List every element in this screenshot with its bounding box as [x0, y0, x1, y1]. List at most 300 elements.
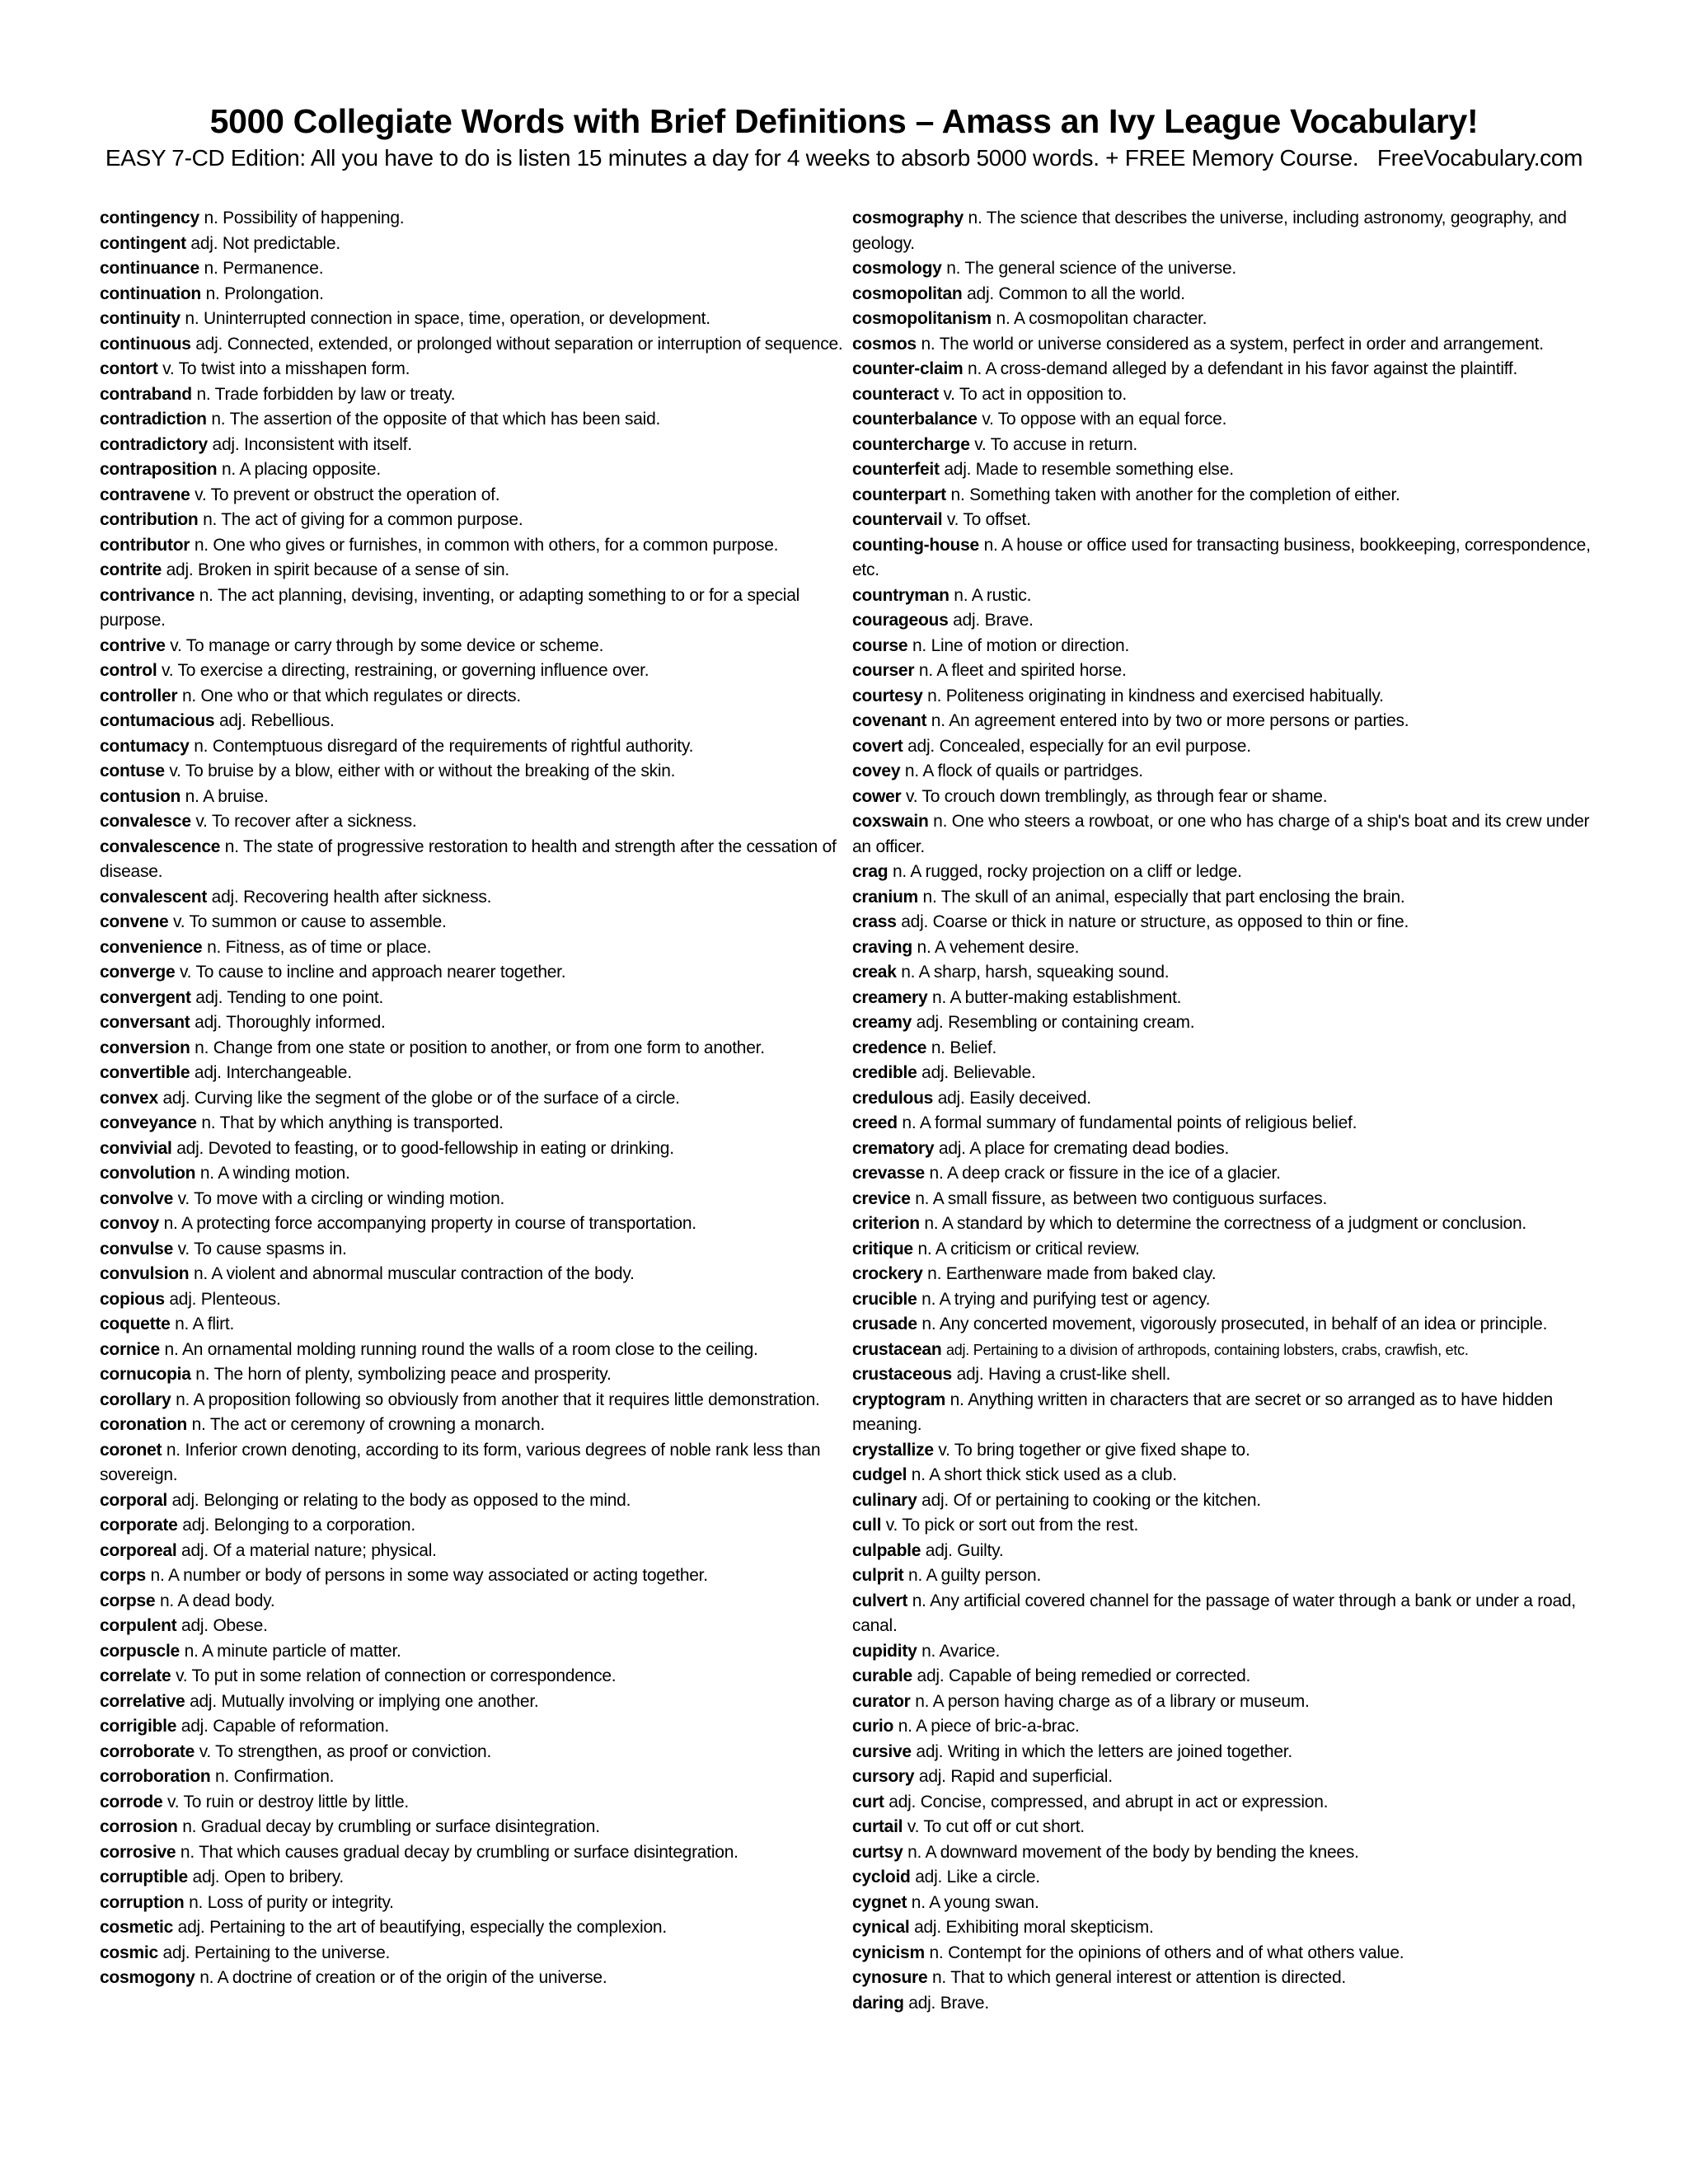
- word-entry: [852, 709, 1606, 734]
- entry-definition: adj. Recovering health after sickness.: [211, 887, 492, 907]
- entry-word: contributor: [100, 535, 190, 555]
- entry-word: convalescent: [100, 887, 208, 907]
- entry-word: criterion: [852, 1214, 920, 1233]
- entry-word: counter-claim: [852, 359, 964, 378]
- word-entry: [852, 1312, 1606, 1338]
- word-entry: [852, 910, 1606, 935]
- word-entry: [100, 1438, 850, 1488]
- entry-word: countervail: [852, 510, 943, 529]
- entry-definition: v. To act in opposition to.: [943, 384, 1127, 404]
- word-entry: [852, 1488, 1606, 1514]
- entry-definition: adj. Broken in spirit because of a sense of sin.: [166, 560, 510, 579]
- entry-definition: n. Avarice.: [921, 1641, 1001, 1661]
- entry-definition: n. A standard by which to determine the correctness of a judgment or conclusion.: [924, 1214, 1526, 1233]
- entry-definition: adj. Open to bribery.: [192, 1868, 344, 1886]
- entry-definition: n. A bruise.: [185, 786, 269, 806]
- entry-word: cosmic: [100, 1943, 158, 1962]
- entry-definition: n. A proposition following so obviously from another that it requires little demonstration.: [176, 1390, 820, 1409]
- entry-word: cosmopolitanism: [852, 309, 992, 328]
- entry-definition: n. A placing opposite.: [221, 460, 381, 479]
- entry-word: creak: [852, 963, 897, 982]
- entry-definition: n. A formal summary of fundamental points of religious belief.: [902, 1113, 1357, 1132]
- word-entry: [100, 1639, 850, 1665]
- word-entry: [100, 885, 850, 911]
- word-entry: [100, 1664, 850, 1690]
- word-entry: [100, 1790, 850, 1816]
- word-entry: [852, 1815, 1606, 1840]
- entry-word: coquette: [100, 1315, 171, 1333]
- entry-definition: adj. Obese.: [181, 1616, 268, 1635]
- word-entry: [100, 1161, 850, 1187]
- entry-word: convalescence: [100, 837, 221, 856]
- entry-word: cygnet: [852, 1892, 907, 1912]
- entry-word: convulse: [100, 1239, 174, 1258]
- entry-definition: n. One who or that which regulates or directs.: [181, 686, 521, 705]
- word-entry: [852, 483, 1606, 509]
- entry-word: convalesce: [100, 812, 191, 831]
- word-entry: [100, 1338, 850, 1363]
- entry-word: culinary: [852, 1490, 917, 1510]
- entry-word: daring: [852, 1993, 904, 2013]
- entry-word: crustaceous: [852, 1365, 952, 1384]
- word-entry: [100, 457, 850, 483]
- entry-word: cupidity: [852, 1641, 917, 1661]
- word-entry: [100, 1966, 850, 1991]
- entry-definition: v. To pick or sort out from the rest.: [885, 1516, 1139, 1535]
- entry-definition: adj. Thoroughly informed.: [195, 1013, 386, 1032]
- word-entry: [100, 332, 850, 358]
- site-link[interactable]: FreeVocabulary.com: [1376, 145, 1583, 171]
- word-entry: [100, 1036, 850, 1062]
- entry-word: crematory: [852, 1138, 935, 1158]
- entry-definition: n. A downward movement of the body by bending the knees.: [907, 1842, 1359, 1862]
- entry-word: corrosion: [100, 1817, 178, 1836]
- word-entry: [100, 935, 850, 961]
- entry-word: crustacean: [852, 1339, 942, 1359]
- word-entry: [100, 1010, 850, 1036]
- entry-definition: n. A piece of bric-a-brac.: [898, 1717, 1080, 1736]
- entry-word: cosmography: [852, 209, 964, 227]
- word-entry: [100, 1539, 850, 1564]
- word-entry: [852, 658, 1606, 684]
- entry-definition: n. A winding motion.: [199, 1164, 350, 1183]
- word-entry: [852, 508, 1606, 533]
- entry-definition: adj. Inconsistent with itself.: [212, 434, 412, 454]
- word-entry: [852, 1061, 1606, 1086]
- entry-definition: adj. Connected, extended, or prolonged without separation or interruption of sequence.: [195, 334, 843, 354]
- entry-definition: n. Loss of purity or integrity.: [189, 1892, 394, 1912]
- entry-definition: n. Trade forbidden by law or treaty.: [196, 384, 456, 404]
- entry-definition: n. The general science of the universe.: [946, 259, 1236, 278]
- word-entry: [100, 508, 850, 533]
- entry-word: coronation: [100, 1415, 187, 1434]
- word-entry: [100, 634, 850, 659]
- entry-definition: n. Line of motion or direction.: [912, 635, 1130, 655]
- entry-definition: n. A fleet and spirited horse.: [918, 661, 1127, 680]
- entry-definition: adj. Easily deceived.: [937, 1088, 1091, 1108]
- entry-word: contort: [100, 359, 158, 378]
- entry-definition: adj. Made to resemble something else.: [944, 460, 1234, 479]
- word-entry: [852, 1941, 1606, 1966]
- entry-word: corruption: [100, 1892, 185, 1912]
- entry-definition: n. A flock of quails or partridges.: [904, 762, 1143, 780]
- entry-word: credulous: [852, 1088, 934, 1108]
- entry-definition: v. To twist into a misshapen form.: [162, 359, 410, 378]
- word-entry: [852, 885, 1606, 911]
- entry-definition: adj. Mutually involving or implying one another.: [190, 1691, 539, 1711]
- word-entry: [100, 1137, 850, 1162]
- entry-word: convolve: [100, 1188, 174, 1208]
- word-entry: [852, 809, 1606, 860]
- entry-definition: adj. Exhibiting moral skepticism.: [914, 1918, 1154, 1937]
- word-entry: [852, 1865, 1606, 1891]
- entry-definition: n. The world or universe considered as a system, perfect in order and arrangement.: [921, 334, 1544, 354]
- entry-word: curio: [852, 1717, 894, 1736]
- entry-word: contradiction: [100, 410, 207, 429]
- word-entry: [100, 1388, 850, 1413]
- entry-definition: n. Anything written in characters that are secret or so arranged as to have hidden meaning.: [852, 1390, 1553, 1434]
- entry-word: contingency: [100, 209, 199, 227]
- word-entry: [852, 1690, 1606, 1715]
- word-entry: [100, 1891, 850, 1916]
- entry-word: crusade: [852, 1315, 917, 1333]
- word-entry: [852, 608, 1606, 634]
- entry-word: contrivance: [100, 585, 195, 605]
- entry-definition: n. A number or body of persons in some way associated or acting together.: [150, 1566, 708, 1585]
- entry-word: convene: [100, 912, 169, 931]
- entry-word: conversant: [100, 1013, 190, 1032]
- left-column: [100, 206, 850, 1991]
- word-entry: [100, 1287, 850, 1313]
- entry-word: conveyance: [100, 1113, 197, 1132]
- entry-word: craving: [852, 937, 912, 957]
- word-entry: [852, 734, 1606, 760]
- entry-definition: n. Something taken with another for the completion of either.: [950, 485, 1400, 504]
- entry-word: covey: [852, 762, 901, 780]
- entry-definition: n. The horn of plenty, symbolizing peace and prosperity.: [195, 1365, 612, 1384]
- entry-word: copious: [100, 1289, 165, 1309]
- entry-word: cynosure: [852, 1968, 928, 1987]
- entry-word: counterpart: [852, 485, 946, 504]
- entry-word: convoy: [100, 1214, 160, 1233]
- word-entry: [852, 457, 1606, 483]
- word-entry: [852, 1463, 1606, 1488]
- entry-definition: n. One who gives or furnishes, in common with others, for a common purpose.: [194, 535, 779, 555]
- word-entry: [852, 583, 1606, 609]
- entry-definition: adj. Believable.: [921, 1063, 1036, 1082]
- entry-word: cosmology: [852, 259, 942, 278]
- entry-definition: n. The assertion of the opposite of that which has been said.: [211, 410, 661, 429]
- entry-definition: v. To cause to incline and approach nearer together.: [179, 963, 566, 982]
- entry-word: continuity: [100, 309, 181, 328]
- word-entry: [852, 1840, 1606, 1866]
- entry-word: curtail: [852, 1817, 903, 1836]
- word-entry: [852, 785, 1606, 810]
- word-entry: [100, 835, 850, 885]
- entry-definition: adj. Like a circle.: [915, 1868, 1040, 1886]
- entry-definition: v. To cut off or cut short.: [907, 1817, 1085, 1836]
- entry-definition: n. Confirmation.: [215, 1767, 335, 1786]
- entry-word: contradictory: [100, 434, 208, 454]
- word-entry: [100, 1413, 850, 1438]
- entry-word: corpulent: [100, 1616, 177, 1635]
- right-column: [852, 206, 1606, 2016]
- entry-word: corroborate: [100, 1741, 195, 1761]
- entry-definition: n. Permanence.: [204, 259, 324, 278]
- word-entry: [100, 1840, 850, 1866]
- entry-word: contrite: [100, 560, 162, 579]
- entry-definition: n. A butter-making establishment.: [932, 987, 1182, 1007]
- entry-definition: adj. A place for cremating dead bodies.: [938, 1138, 1230, 1158]
- entry-word: cynical: [852, 1918, 910, 1937]
- entry-word: cosmogony: [100, 1968, 195, 1987]
- entry-definition: n. A rugged, rocky projection on a cliff or ledge.: [892, 862, 1242, 881]
- entry-definition: adj. Capable of being remedied or corrected.: [917, 1666, 1251, 1685]
- entry-definition: n. The state of progressive restoration to health and strength after the cessation of disease.: [100, 837, 837, 881]
- entry-definition: v. To offset.: [946, 510, 1031, 529]
- word-entry: [100, 382, 850, 408]
- entry-definition: n. A dead body.: [159, 1591, 275, 1610]
- entry-definition: n. A protecting force accompanying property in course of transportation.: [163, 1214, 696, 1233]
- word-entry: [852, 1010, 1606, 1036]
- entry-definition: n. Politeness originating in kindness and exercised habitually.: [927, 686, 1384, 705]
- entry-definition: v. To exercise a directing, restraining, or governing influence over.: [162, 661, 649, 680]
- word-entry: [852, 1891, 1606, 1916]
- entry-definition: adj. Guilty.: [925, 1540, 1004, 1560]
- word-entry: [852, 332, 1606, 358]
- word-entry: [852, 533, 1606, 583]
- word-entry: [852, 1086, 1606, 1112]
- entry-word: cynicism: [852, 1943, 925, 1962]
- word-entry: [100, 785, 850, 810]
- word-entry: [100, 1212, 850, 1237]
- entry-definition: n. The act or ceremony of crowning a monarch.: [191, 1415, 546, 1434]
- word-entry: [100, 256, 850, 282]
- entry-word: cursory: [852, 1767, 915, 1786]
- entry-definition: adj. Not predictable.: [190, 233, 340, 253]
- entry-definition: adj. Having a crust-like shell.: [956, 1365, 1171, 1384]
- word-entry: [852, 986, 1606, 1011]
- entry-word: corrode: [100, 1792, 163, 1811]
- entry-word: crass: [852, 912, 897, 931]
- entry-word: convulsion: [100, 1264, 190, 1283]
- word-entry: [100, 407, 850, 433]
- entry-definition: n. Prolongation.: [205, 284, 324, 303]
- entry-definition: n. The act planning, devising, inventing, or adapting something to or for a special purpose.: [100, 585, 800, 630]
- entry-word: cycloid: [852, 1868, 911, 1886]
- word-entry: [852, 1765, 1606, 1790]
- entry-definition: n. The skull of an animal, especially that part enclosing the brain.: [922, 887, 1405, 907]
- entry-definition: n. A sharp, harsh, squeaking sound.: [901, 963, 1170, 982]
- word-entry: [100, 1714, 850, 1740]
- word-entry: [852, 860, 1606, 885]
- entry-word: curable: [852, 1666, 912, 1685]
- entry-definition: adj. Curving like the segment of the globe or of the surface of a circle.: [162, 1088, 680, 1108]
- entry-word: cudgel: [852, 1465, 907, 1484]
- entry-word: contribution: [100, 510, 199, 529]
- entry-definition: adj. Coarse or thick in nature or structure, as opposed to thin or fine.: [901, 912, 1409, 931]
- word-entry: [100, 734, 850, 760]
- word-entry: [852, 1991, 1606, 2017]
- word-entry: [852, 1513, 1606, 1539]
- entry-definition: n. A cross-demand alleged by a defendant in his favor against the plaintiff.: [968, 359, 1518, 378]
- word-entry: [100, 1187, 850, 1212]
- entry-definition: adj. Of a material nature; physical.: [181, 1540, 437, 1560]
- entry-word: courageous: [852, 611, 949, 630]
- entry-definition: n. That by which anything is transported.: [201, 1113, 504, 1132]
- entry-definition: adj. Belonging to a corporation.: [182, 1516, 415, 1535]
- word-entry: [852, 407, 1606, 433]
- word-entry: [852, 1111, 1606, 1137]
- entry-definition: adj. Capable of reformation.: [181, 1717, 389, 1736]
- entry-word: correlate: [100, 1666, 171, 1685]
- word-entry: [100, 1488, 850, 1514]
- entry-word: contuse: [100, 762, 165, 780]
- word-entry: [852, 1664, 1606, 1690]
- entry-word: crystallize: [852, 1440, 934, 1460]
- word-entry: [100, 1513, 850, 1539]
- entry-word: covenant: [852, 711, 927, 730]
- word-entry: [100, 1061, 850, 1086]
- entry-word: credence: [852, 1038, 927, 1057]
- entry-definition: adj. Interchangeable.: [194, 1063, 352, 1082]
- entry-definition: adj. Pertaining to the art of beautifying, especially the complexion.: [177, 1918, 667, 1937]
- entry-definition: adj. Belonging or relating to the body as opposed to the mind.: [171, 1490, 631, 1510]
- word-entry: [100, 1740, 850, 1765]
- word-entry: [100, 1086, 850, 1112]
- entry-definition: n. An ornamental molding running round the walls of a room close to the ceiling.: [164, 1339, 758, 1359]
- page-subtitle: [0, 145, 1688, 171]
- entry-word: convivial: [100, 1138, 172, 1158]
- word-entry: [852, 1639, 1606, 1665]
- entry-definition: v. To move with a circling or winding motion.: [177, 1188, 505, 1208]
- entry-definition: v. To manage or carry through by some device or scheme.: [170, 635, 604, 655]
- entry-definition: adj. Brave.: [953, 611, 1034, 630]
- word-entry: [100, 1237, 850, 1263]
- entry-definition: adj. Brave.: [908, 1993, 989, 2013]
- entry-word: creamery: [852, 987, 928, 1007]
- entry-word: convertible: [100, 1063, 190, 1082]
- entry-word: culpable: [852, 1540, 921, 1560]
- word-entry: [100, 1614, 850, 1639]
- word-entry: [100, 558, 850, 583]
- entry-definition: n. Uninterrupted connection in space, time, operation, or development.: [185, 309, 710, 328]
- word-entry: [100, 483, 850, 509]
- entry-definition: adj. Concise, compressed, and abrupt in act or expression.: [889, 1792, 1329, 1811]
- entry-word: continuance: [100, 259, 199, 278]
- entry-definition: n. A deep crack or fissure in the ice of a glacier.: [929, 1164, 1281, 1183]
- entry-word: conversion: [100, 1038, 190, 1057]
- word-entry: [100, 583, 850, 634]
- entry-word: contumacy: [100, 736, 190, 756]
- word-entry: [852, 1036, 1606, 1062]
- entry-definition: n. A guilty person.: [908, 1566, 1042, 1585]
- entry-definition: n. Change from one state or position to another, or from one form to another.: [195, 1038, 765, 1057]
- word-entry: [852, 1790, 1606, 1816]
- word-entry: [100, 986, 850, 1011]
- entry-definition: adj. Writing in which the letters are joined together.: [916, 1741, 1292, 1761]
- entry-definition: n. A doctrine of creation or of the origin of the universe.: [199, 1968, 607, 1987]
- entry-word: critique: [852, 1239, 913, 1258]
- entry-word: countercharge: [852, 434, 970, 454]
- entry-word: cryptogram: [852, 1390, 946, 1409]
- entry-word: contusion: [100, 786, 181, 806]
- word-entry: [100, 1915, 850, 1941]
- word-entry: [852, 935, 1606, 961]
- entry-word: cornice: [100, 1339, 160, 1359]
- word-entry: [852, 634, 1606, 659]
- entry-definition: v. To ruin or destroy little by little.: [167, 1792, 409, 1811]
- entry-word: corps: [100, 1566, 146, 1585]
- word-entry: [100, 1563, 850, 1589]
- word-entry: [852, 1388, 1606, 1438]
- entry-definition: v. To prevent or obstruct the operation of.: [195, 485, 500, 504]
- entry-definition: n. Fitness, as of time or place.: [207, 937, 432, 957]
- word-entry: [100, 232, 850, 257]
- entry-word: cranium: [852, 887, 918, 907]
- word-entry: [100, 1262, 850, 1287]
- entry-word: curtsy: [852, 1842, 903, 1862]
- word-entry: [852, 1287, 1606, 1313]
- entry-word: corporeal: [100, 1540, 177, 1560]
- entry-word: countryman: [852, 585, 950, 605]
- entry-word: convergent: [100, 987, 191, 1007]
- entry-definition: n. That which causes gradual decay by crumbling or surface disintegration.: [180, 1842, 738, 1862]
- word-entry: [852, 759, 1606, 785]
- entry-word: corollary: [100, 1390, 171, 1409]
- word-entry: [100, 1312, 850, 1338]
- word-entry: [100, 282, 850, 307]
- entry-definition: adj. Common to all the world.: [967, 284, 1185, 303]
- entry-definition: adj. Rapid and superficial.: [918, 1767, 1113, 1786]
- entry-word: cower: [852, 786, 902, 806]
- word-entry: [852, 382, 1606, 408]
- entry-word: convex: [100, 1088, 158, 1108]
- entry-word: crevice: [852, 1188, 911, 1208]
- entry-definition: v. To bruise by a blow, either with or without the breaking of the skin.: [169, 762, 676, 780]
- entry-word: contrive: [100, 635, 166, 655]
- entry-definition: n. A small fissure, as between two contiguous surfaces.: [915, 1188, 1328, 1208]
- entry-word: continuation: [100, 284, 201, 303]
- entry-word: cull: [852, 1516, 882, 1535]
- entry-definition: n. A young swan.: [911, 1892, 1039, 1912]
- word-entry: [100, 709, 850, 734]
- entry-word: continuous: [100, 334, 191, 354]
- entry-word: cosmos: [852, 334, 917, 354]
- entry-definition: adj. Pertaining to the universe.: [162, 1943, 391, 1962]
- entry-word: corporate: [100, 1516, 178, 1535]
- word-entry: [852, 206, 1606, 256]
- entry-word: contingent: [100, 233, 186, 253]
- word-entry: [852, 433, 1606, 458]
- entry-word: contraband: [100, 384, 192, 404]
- entry-word: creamy: [852, 1013, 912, 1032]
- entry-word: contumacious: [100, 711, 215, 730]
- word-entry: [852, 357, 1606, 382]
- entry-word: corrosive: [100, 1842, 176, 1862]
- page-title: 5000 Collegiate Words with Brief Definitions – Amass an Ivy League Vocabulary!: [209, 102, 1479, 140]
- word-entry: [100, 1765, 850, 1790]
- entry-word: contraposition: [100, 460, 218, 479]
- word-entry: [852, 960, 1606, 986]
- word-entry: [852, 1212, 1606, 1237]
- entry-definition: n. A flirt.: [175, 1315, 235, 1333]
- entry-definition: n. Contemptuous disregard of the requirements of rightful authority.: [194, 736, 694, 756]
- entry-definition: adj. Devoted to feasting, or to good-fellowship in eating or drinking.: [176, 1138, 674, 1158]
- word-entry: [852, 1237, 1606, 1263]
- entry-definition: n. Inferior crown denoting, according to its form, various degrees of noble rank less than sovereign.: [100, 1440, 821, 1484]
- entry-definition: v. To put in some relation of connection or correspondence.: [176, 1666, 617, 1685]
